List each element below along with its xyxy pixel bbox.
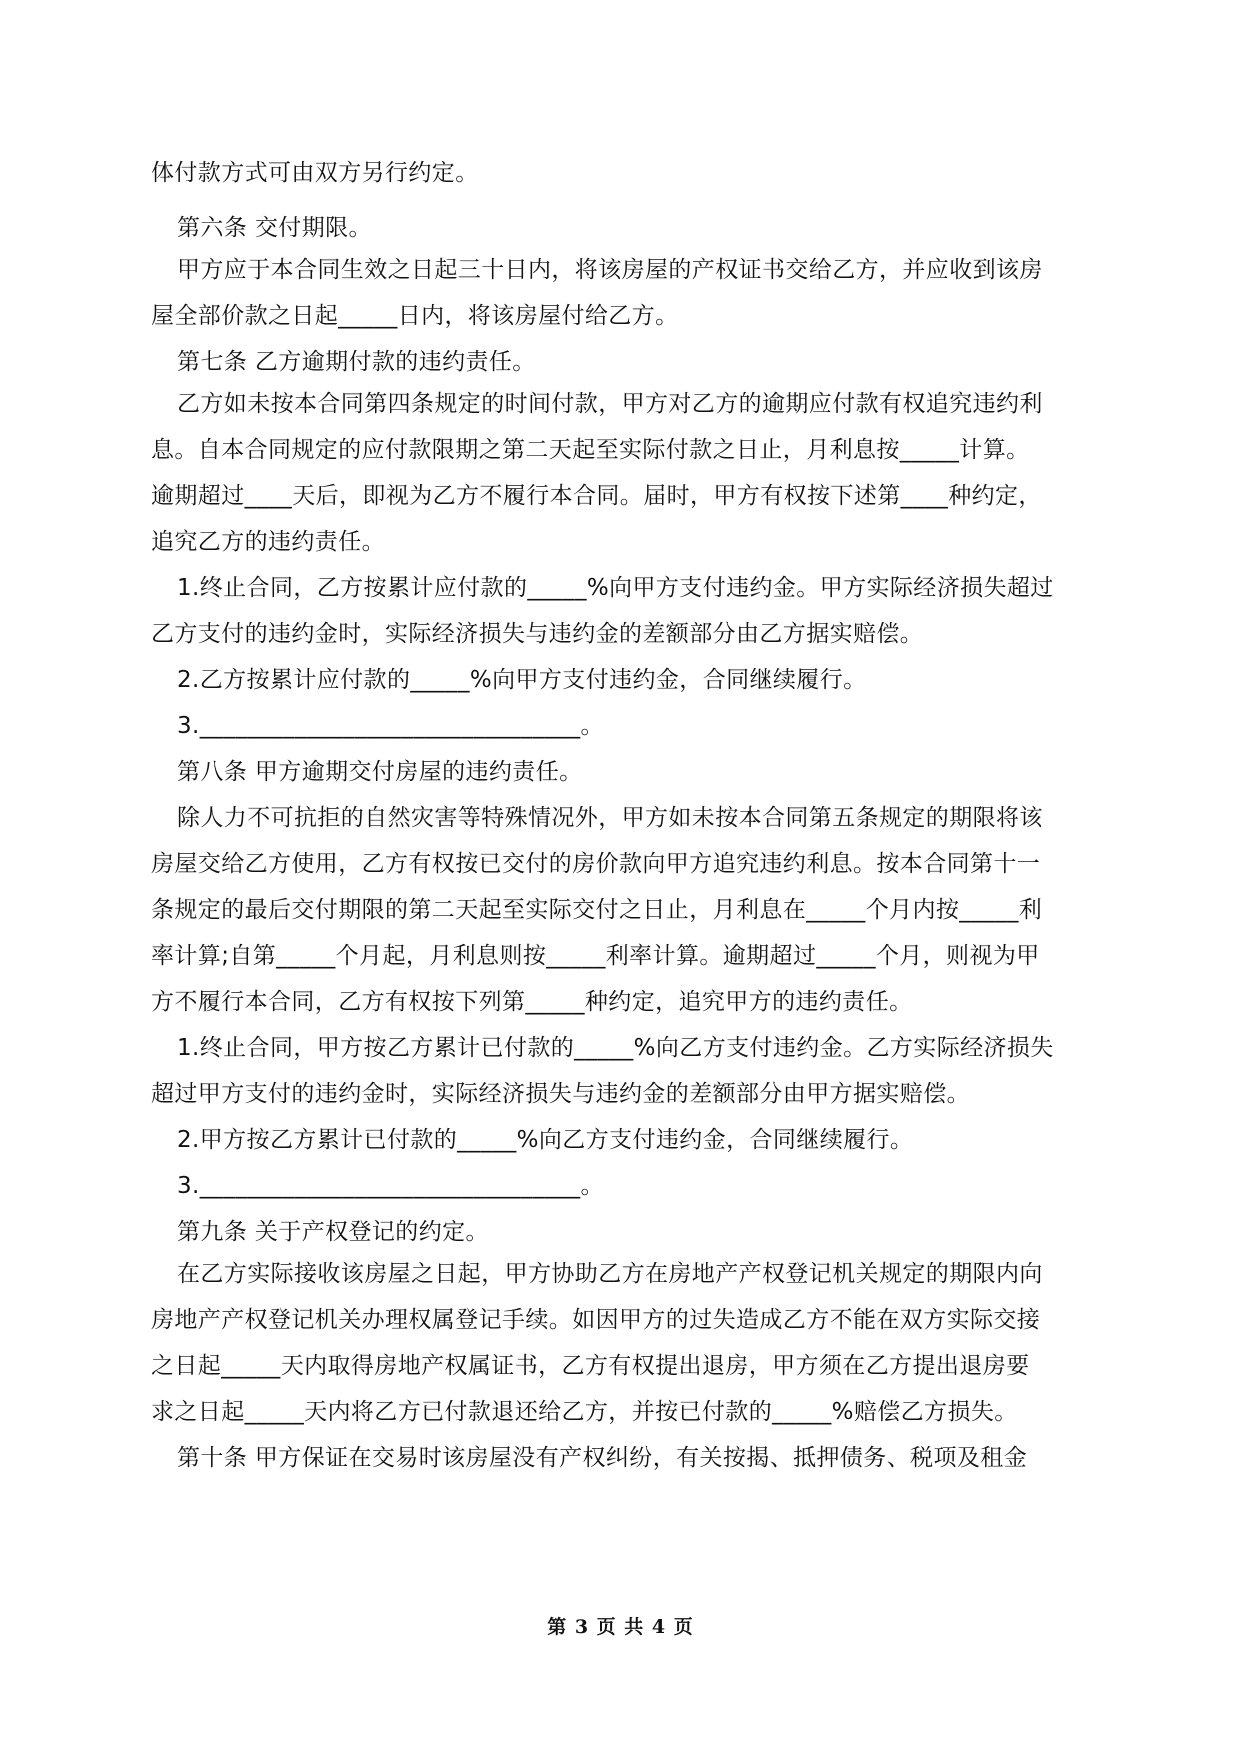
list-item: 3.________________________________。 [177, 713, 604, 739]
section-heading: 第八条 甲方逾期交付房屋的违约责任。 [177, 759, 583, 785]
list-item: 1.终止合同，甲方按乙方累计已付款的_____%向乙方支付违约金。乙方实际经济损失 [177, 1035, 1054, 1061]
section-heading: 第六条 交付期限。 [177, 215, 372, 241]
text-line: 房屋交给乙方使用，乙方有权按已交付的房价款向甲方追究违约利息。按本合同第十一 [151, 851, 1041, 877]
text-line: 追究乙方的违约责任。 [151, 529, 385, 555]
list-item: 3.________________________________。 [177, 1173, 604, 1199]
section-heading: 第九条 关于产权登记的约定。 [177, 1219, 489, 1245]
text-line: 甲方应于本合同生效之日起三十日内，将该房屋的产权证书交给乙方，并应收到该房 [177, 257, 1043, 283]
text-line: 屋全部价款之日起_____日内，将该房屋付给乙方。 [151, 303, 679, 329]
section-heading: 第十条 甲方保证在交易时该房屋没有产权纠纷，有关按揭、抵押债务、税项及租金 [177, 1445, 1028, 1471]
text-line: 房地产产权登记机关办理权属登记手续。如因甲方的过失造成乙方不能在双方实际交接 [151, 1307, 1041, 1333]
text-line: 除人力不可抗拒的自然灾害等特殊情况外，甲方如未按本合同第五条规定的期限将该 [177, 805, 1043, 831]
text-line: 超过甲方支付的违约金时，实际经济损失与违约金的差额部分由甲方据实赔偿。 [151, 1081, 970, 1107]
text-line: 方不履行本合同，乙方有权按下列第_____种约定，追究甲方的违约责任。 [151, 989, 913, 1015]
text-line: 乙方如未按本合同第四条规定的时间付款，甲方对乙方的逾期应付款有权追究违约利 [177, 391, 1043, 417]
section-heading: 第七条 乙方逾期付款的违约责任。 [177, 349, 536, 375]
text-line: 体付款方式可由双方另行约定。 [151, 160, 479, 186]
page-number: 第 3 页 共 4 页 [547, 1616, 694, 1638]
text-line: 在乙方实际接收该房屋之日起，甲方协助乙方在房地产产权登记机关规定的期限内向 [177, 1261, 1043, 1287]
text-line: 逾期超过____天后，即视为乙方不履行本合同。届时，甲方有权按下述第____种约定， [151, 483, 1042, 509]
list-item: 1.终止合同，乙方按累计应付款的_____%向甲方支付违约金。甲方实际经济损失超过 [177, 575, 1054, 601]
text-line: 之日起_____天内取得房地产权属证书，乙方有权提出退房，甲方须在乙方提出退房要 [151, 1353, 1030, 1379]
text-line: 息。自本合同规定的应付款限期之第二天起至实际付款之日止，月利息按_____计算。 [151, 437, 1030, 463]
text-line: 率计算;自第_____个月起，月利息则按_____利率计算。逾期超过_____个月，则视为甲 [151, 943, 1040, 969]
list-item: 2.甲方按乙方累计已付款的_____%向乙方支付违约金，合同继续履行。 [177, 1127, 914, 1153]
text-line: 条规定的最后交付期限的第二天起至实际交付之日止，月利息在_____个月内按_____利 [151, 897, 1043, 923]
text-line: 乙方支付的违约金时，实际经济损失与违约金的差额部分由乙方据实赔偿。 [151, 621, 924, 647]
text-line: 求之日起_____天内将乙方已付款退还给乙方，并按已付款的_____%赔偿乙方损失。 [151, 1399, 1018, 1425]
list-item: 2.乙方按累计应付款的_____%向甲方支付违约金，合同继续履行。 [177, 667, 867, 693]
